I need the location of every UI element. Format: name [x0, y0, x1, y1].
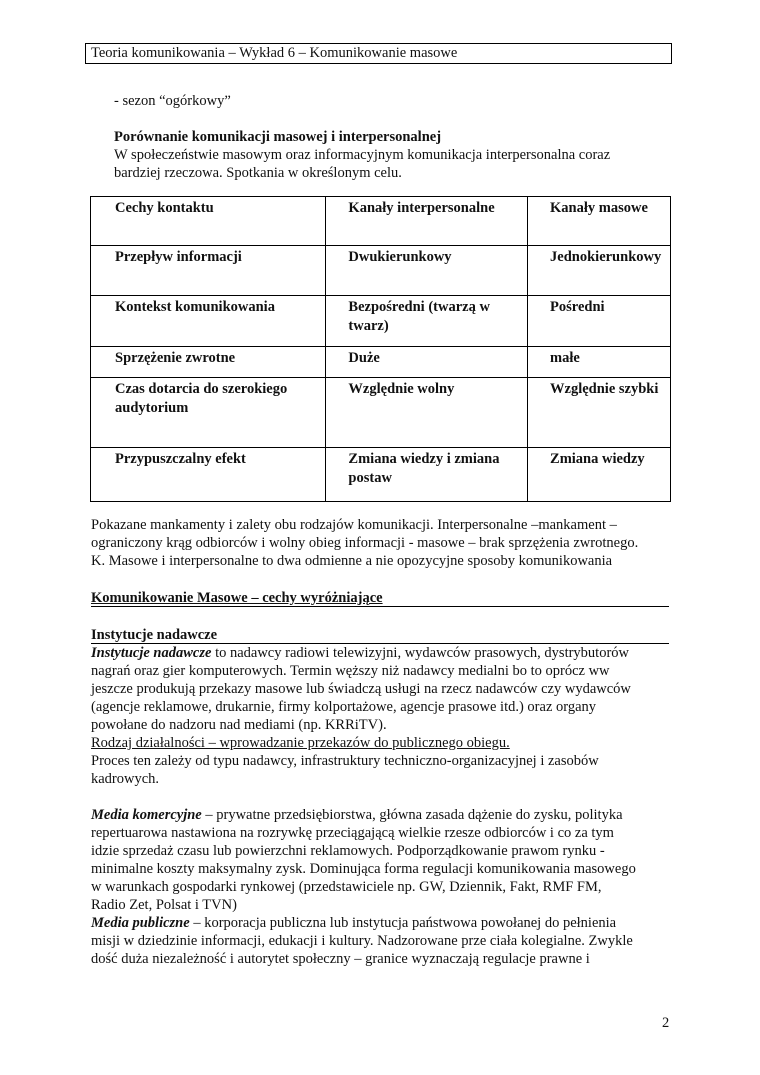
paragraph-line: K. Masowe i interpersonalne to dwa odmienne a nie opozycyjne sposoby komunikowania [91, 553, 613, 569]
paragraph-line: repertuarowa nastawiona na rozrywkę przeciągającą wielkie rzesze odbiorców i co za tym [91, 825, 614, 841]
paragraph-line: Rodzaj działalności – wprowadzanie przekazów do publicznego obiegu. [91, 735, 510, 751]
paragraph-line: Proces ten zależy od typu nadawcy, infrastruktury techniczno-organizacyjnej i zasobów [91, 753, 599, 769]
table-cell: Bezpośredni (twarzą w twarz) [326, 296, 528, 347]
term-label: Instytucje nadawcze [91, 645, 212, 661]
paragraph-line: misji w dziedzinie informacji, edukacji i kultury. Nadzorowane prze ciała kolegialne. Zwykle [91, 933, 633, 949]
table-row [91, 448, 671, 502]
paragraph-line: nagrań oraz gier komputerowych. Termin węższy niż nadawcy medialni bo to oprócz ww [91, 663, 610, 679]
paragraph-line [91, 644, 629, 663]
table-cell: Zmiana wiedzy i zmiana postaw [326, 448, 528, 502]
table-cell: Pośredni [528, 296, 671, 347]
table-cell: małe [528, 347, 671, 378]
table-cell: Sprzężenie zwrotne [91, 347, 326, 378]
table-cell: Duże [326, 347, 528, 378]
paragraph-text: – prywatne przedsiębiorstwa, główna zasada dążenie do zysku, polityka [201, 807, 623, 823]
table-cell: Względnie wolny [326, 378, 528, 448]
table-cell: Zmiana wiedzy [528, 448, 671, 502]
table-cell: Kontekst komunikowania [91, 296, 326, 347]
paragraph-line: jeszcze produkują przekazy masowe lub świadczą usługi na rzecz nadawców czy wydawców [91, 681, 631, 697]
paragraph-line [91, 806, 623, 825]
paragraph-line: W społeczeństwie masowym oraz informacyjnym komunikacja interpersonalna coraz [114, 147, 611, 163]
table-row [91, 246, 671, 296]
page-header: Teoria komunikowania – Wykład 6 – Komunikowanie masowe [85, 43, 672, 64]
section-heading-comparison: Porównanie komunikacji masowej i interpersonalnej [114, 129, 442, 145]
paragraph-line: Radio Zet, Polsat i TVN) [91, 897, 237, 913]
table-header-row [91, 197, 671, 246]
paragraph-line: w warunkach gospodarki rynkowej (przedstawiciele np. GW, Dziennik, Fakt, RMF FM, [91, 879, 602, 895]
paragraph-line [91, 914, 616, 933]
table-cell: Dwukierunkowy [326, 246, 528, 296]
paragraph-line: (agencje reklamowe, drukarnie, firmy kolportażowe, agencje prasowe itd.) oraz organy [91, 699, 597, 715]
section-heading-mass-communication: Komunikowanie Masowe – cechy wyróżniające [91, 590, 383, 606]
sezon-line: - sezon “ogórkowy” [114, 93, 231, 109]
paragraph-line: kadrowych. [91, 771, 160, 787]
table-header-cell: Kanały masowe [528, 197, 671, 246]
term-label: Media publiczne [91, 915, 190, 931]
table-cell: Przypuszczalny efekt [91, 448, 326, 502]
subsection-heading-institutions: Instytucje nadawcze [91, 627, 218, 643]
table-cell: Względnie szybki [528, 378, 671, 448]
paragraph-text: – korporacja publiczna lub instytucja państwowa powołanej do pełnienia [189, 915, 617, 931]
paragraph-line: ograniczony krąg odbiorców i wolny obieg informacji - masowe – brak sprzężenia zwrotnego. [91, 535, 639, 551]
paragraph-line: idzie sprzedaż czasu lub powierzchni reklamowych. Podporządkowanie prawom rynku - [91, 843, 605, 859]
paragraph-line: bardziej rzeczowa. Spotkania w określonym celu. [114, 165, 402, 181]
paragraph-text: to nadawcy radiowi telewizyjni, wydawców prasowych, dystrybutorów [211, 645, 630, 661]
table-row [91, 378, 671, 448]
paragraph-line: dość duża niezależność i autorytet społeczny – granice wyznaczają regulacje prawne i [91, 951, 590, 967]
table-header-cell: Cechy kontaktu [91, 197, 326, 246]
table-header-cell: Kanały interpersonalne [326, 197, 528, 246]
term-label: Media komercyjne [91, 807, 202, 823]
section-divider [91, 606, 669, 607]
paragraph-line: Pokazane mankamenty i zalety obu rodzajów komunikacji. Interpersonalne –mankament – [91, 517, 617, 533]
comparison-table [90, 196, 671, 502]
table-cell: Przepływ informacji [91, 246, 326, 296]
page-number: 2 [662, 1015, 670, 1031]
table-cell: Czas dotarcia do szerokiego audytorium [91, 378, 326, 448]
paragraph-line: minimalne koszty maksymalny zysk. Dominująca forma regulacji komunikowania masowego [91, 861, 636, 877]
paragraph-line: powołane do nadzoru nad mediami (np. KRRiTV). [91, 717, 387, 733]
table-cell: Jednokierunkowy [528, 246, 671, 296]
table-row [91, 347, 671, 378]
table-row [91, 296, 671, 347]
